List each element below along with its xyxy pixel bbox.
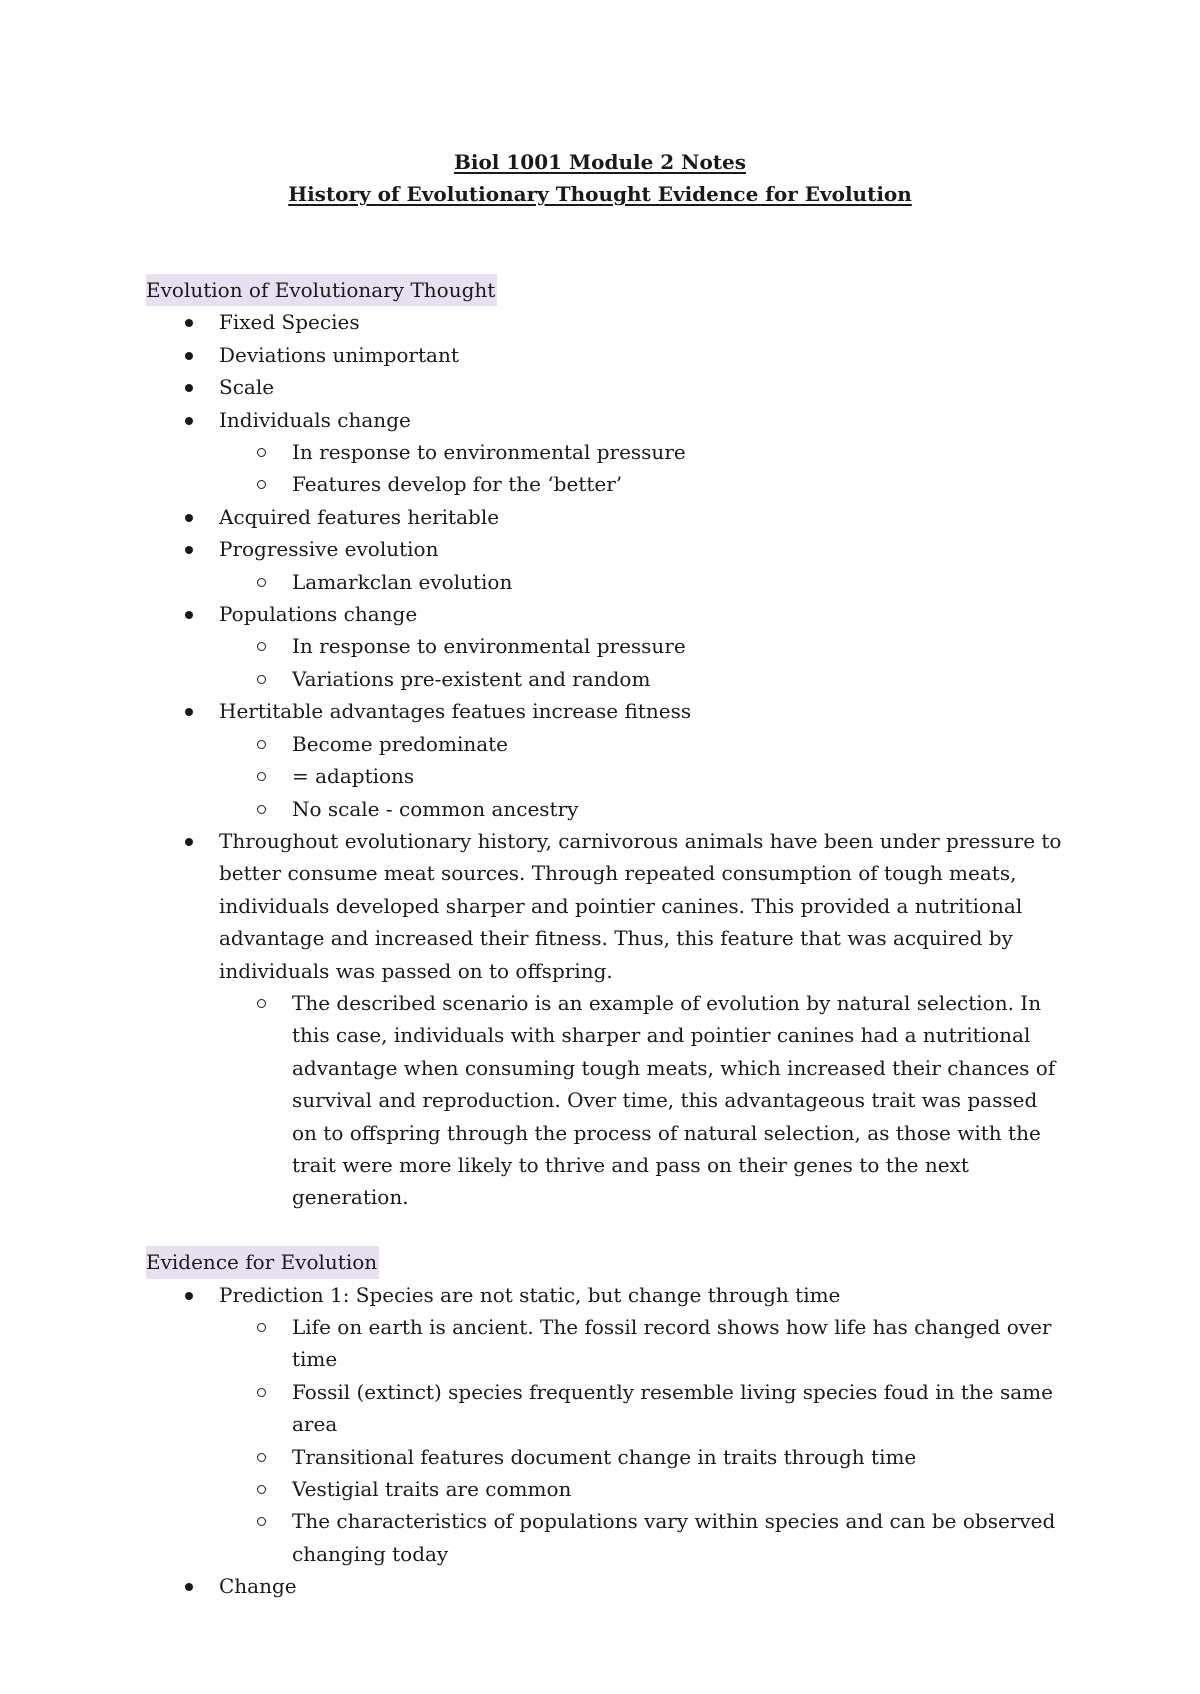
list-item: Populations change In response to environmental pressure Variations pre-existent and random bbox=[146, 598, 1066, 695]
sub-list-item: Fossil (extinct) species frequently resemble living species foud in the same area bbox=[219, 1376, 1066, 1441]
section-evolutionary-thought bbox=[146, 274, 1066, 1214]
list-item: Scale bbox=[146, 371, 1066, 403]
sub-list-item: In response to environmental pressure bbox=[219, 436, 1066, 468]
sub-list-item: No scale - common ancestry bbox=[219, 793, 1066, 825]
list-item: Fixed Species bbox=[146, 306, 1066, 338]
sub-list-item: Life on earth is ancient. The fossil record shows how life has changed over time bbox=[219, 1311, 1066, 1376]
sub-list bbox=[146, 436, 1066, 501]
list-item: Acquired features heritable bbox=[146, 501, 1066, 533]
list-item: Throughout evolutionary history, carnivorous animals have been under pressure to better consume meat sources. Through repeated consumption of tough meats, individuals developed sharper and pointier canines. This provided a nutritional advantage and increased their fitness. Thus, this feature that was acquired by individuals was passed on to offspring. The described scenario is an example of evolution by natural selection. In this case, individuals with sharper and pointier canines had a nutritional advantage when consuming tough meats, which increased their chances of survival and reproduction. Over time, this advantageous trait was passed on to offspring through the process of natural selection, as those with the trait were more likely to thrive and pass on their genes to the next generation. bbox=[146, 825, 1066, 1214]
sub-list bbox=[146, 987, 1066, 1214]
sub-list bbox=[146, 728, 1066, 825]
sub-list-item: Lamarkclan evolution bbox=[219, 566, 1066, 598]
document-subtitle: History of Evolutionary Thought Evidence for Evolution bbox=[288, 182, 912, 206]
sub-list-item: The described scenario is an example of evolution by natural selection. In this case, individuals with sharper and pointier canines had a nutritional advantage when consuming tough meats, which increased their chances of survival and reproduction. Over time, this advantageous trait was passed on to offspring through the process of natural selection, as those with the trait were more likely to thrive and pass on their genes to the next generation. bbox=[219, 987, 1066, 1214]
title-block bbox=[0, 146, 1200, 210]
section-heading: Evidence for Evolution bbox=[146, 1246, 379, 1278]
list-item: Progressive evolution Lamarkclan evolution bbox=[146, 533, 1066, 598]
bullet-list bbox=[146, 1279, 1066, 1603]
sub-list-item: Vestigial traits are common bbox=[219, 1473, 1066, 1505]
sub-list bbox=[146, 566, 1066, 598]
notes-content bbox=[146, 274, 1066, 1603]
sub-list-item: Features develop for the ‘better’ bbox=[219, 468, 1066, 500]
sub-list bbox=[146, 630, 1066, 695]
sub-list-item: In response to environmental pressure bbox=[219, 630, 1066, 662]
sub-list bbox=[146, 1311, 1066, 1570]
sub-list-item: Variations pre-existent and random bbox=[219, 663, 1066, 695]
sub-list-item: Become predominate bbox=[219, 728, 1066, 760]
section-evidence-for-evolution bbox=[146, 1246, 1066, 1602]
document-title: Biol 1001 Module 2 Notes bbox=[453, 150, 747, 174]
list-item: Deviations unimportant bbox=[146, 339, 1066, 371]
list-item: Individuals change In response to environmental pressure Features develop for the ‘better’ bbox=[146, 404, 1066, 501]
sub-list-item: = adaptions bbox=[219, 760, 1066, 792]
sub-list-item: The characteristics of populations vary within species and can be observed changing today bbox=[219, 1505, 1066, 1570]
bullet-list bbox=[146, 306, 1066, 1213]
section-heading: Evolution of Evolutionary Thought bbox=[146, 274, 497, 306]
list-item: Hertitable advantages featues increase fitness Become predominate = adaptions No scale - common ancestry bbox=[146, 695, 1066, 825]
section-gap bbox=[146, 1214, 1066, 1246]
sub-list-item: Transitional features document change in traits through time bbox=[219, 1441, 1066, 1473]
list-item: Prediction 1: Species are not static, but change through time Life on earth is ancient. The fossil record shows how life has changed over time Fossil (extinct) species frequently resemble living species foud in the same area Transitional features document change in traits through time Vestigial traits are common The characteristics of populations vary within species and can be observed changing today bbox=[146, 1279, 1066, 1571]
list-item: Change bbox=[146, 1570, 1066, 1602]
